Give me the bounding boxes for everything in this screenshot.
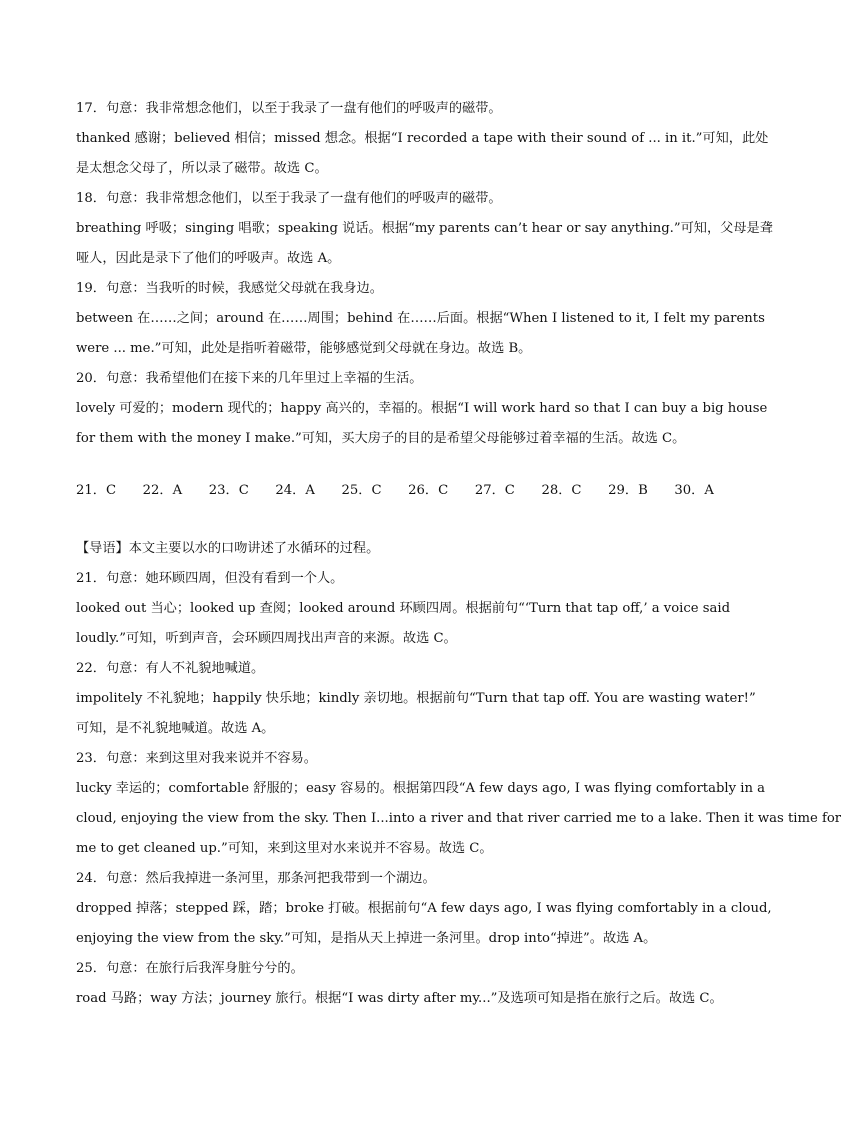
spacer: [76, 454, 726, 476]
answer-key-row: [76, 476, 714, 506]
text-line: 22．句意：有人不礼貌地喊道。: [76, 661, 265, 676]
text-line: 19．句意：当我听的时候，我感觉父母就在我身边。: [76, 281, 383, 296]
text-line: 17．句意：我非常想念他们，以至于我录了一盘有他们的呼吸声的磁带。: [76, 101, 502, 116]
answer-item: 22．A: [142, 483, 183, 498]
text-line: enjoying the view from the sky.”可知，是指从天上掉进一条河里。drop into“掉进”。故选 A。: [76, 931, 657, 946]
text-line: 可知，是不礼貌地喊道。故选 A。: [76, 721, 275, 736]
text-line: lovely 可爱的；modern 现代的；happy 高兴的，幸福的。根据“I will work hard so that I can buy a big house: [76, 401, 768, 416]
text-line: me to get cleaned up.”可知，来到这里对水来说并不容易。故选 C。: [76, 841, 493, 856]
explanations-17-20: [76, 94, 773, 454]
answer-item: 28．C: [541, 483, 582, 498]
text-line: 哑人，因此是录下了他们的呼吸声。故选 A。: [76, 251, 341, 266]
answer-item: 24．A: [275, 483, 315, 498]
text-line: 20．句意：我希望他们在接下来的几年里过上幸福的生活。: [76, 371, 423, 386]
text-line: 21．句意：她环顾四周，但没有看到一个人。: [76, 571, 344, 586]
text-line: cloud, enjoying the view from the sky. Then I...into a river and that river carried me to a lake. Then it was time for: [76, 811, 841, 826]
text-line: were ... me.”可知，此处是指听着磁带，能够感觉到父母就在身边。故选 B。: [76, 341, 532, 356]
document-page: [76, 94, 841, 1014]
text-line: thanked 感谢；believed 相信；missed 想念。根据“I recorded a tape with their sound of ... in it.”可知，此处: [76, 131, 769, 146]
answer-item: 25．C: [341, 483, 382, 498]
text-line: 25．句意：在旅行后我浑身脏兮兮的。: [76, 961, 304, 976]
answer-item: 26．C: [408, 483, 449, 498]
answer-item: 21．C: [76, 483, 117, 498]
text-line: dropped 掉落；stepped 踩，踏；broke 打破。根据前句“A few days ago, I was flying comfortably in a cloud,: [76, 901, 772, 916]
text-line: for them with the money I make.”可知，买大房子的目的是希望父母能够过着幸福的生活。故选 C。: [76, 431, 686, 446]
answer-item: 23．C: [208, 483, 249, 498]
text-line: 23．句意：来到这里对我来说并不容易。: [76, 751, 317, 766]
text-line: road 马路；way 方法；journey 旅行。根据“I was dirty after my...”及选项可知是指在旅行之后。故选 C。: [76, 991, 723, 1006]
spacer: [76, 506, 726, 534]
answer-item: 27．C: [474, 483, 515, 498]
intro-line: 【导语】本文主要以水的口吻讲述了水循环的过程。: [76, 541, 380, 556]
text-line: impolitely 不礼貌地；happily 快乐地；kindly 亲切地。根据前句“Turn that tap off. You are wasting water!”: [76, 691, 756, 706]
text-line: 24．句意：然后我掉进一条河里，那条河把我带到一个湖边。: [76, 871, 436, 886]
explanations-21-25: [76, 534, 841, 1014]
text-line: loudly.”可知，听到声音，会环顾四周找出声音的来源。故选 C。: [76, 631, 457, 646]
answer-item: 29．B: [608, 483, 648, 498]
text-line: 是太想念父母了，所以录了磁带。故选 C。: [76, 161, 328, 176]
text-line: looked out 当心；looked up 查阅；looked around 环顾四周。根据前句“‘Turn that tap off,’ a voice said: [76, 601, 731, 616]
text-line: breathing 呼吸；singing 唱歌；speaking 说话。根据“my parents can’t hear or say anything.”可知，父母是聋: [76, 221, 773, 236]
answer-item: 30．A: [674, 483, 714, 498]
text-line: lucky 幸运的；comfortable 舒服的；easy 容易的。根据第四段“A few days ago, I was flying comfortably in a: [76, 781, 766, 796]
text-line: 18．句意：我非常想念他们，以至于我录了一盘有他们的呼吸声的磁带。: [76, 191, 502, 206]
text-line: between 在……之间；around 在……周围；behind 在……后面。根据“When I listened to it, I felt my parents: [76, 311, 765, 326]
